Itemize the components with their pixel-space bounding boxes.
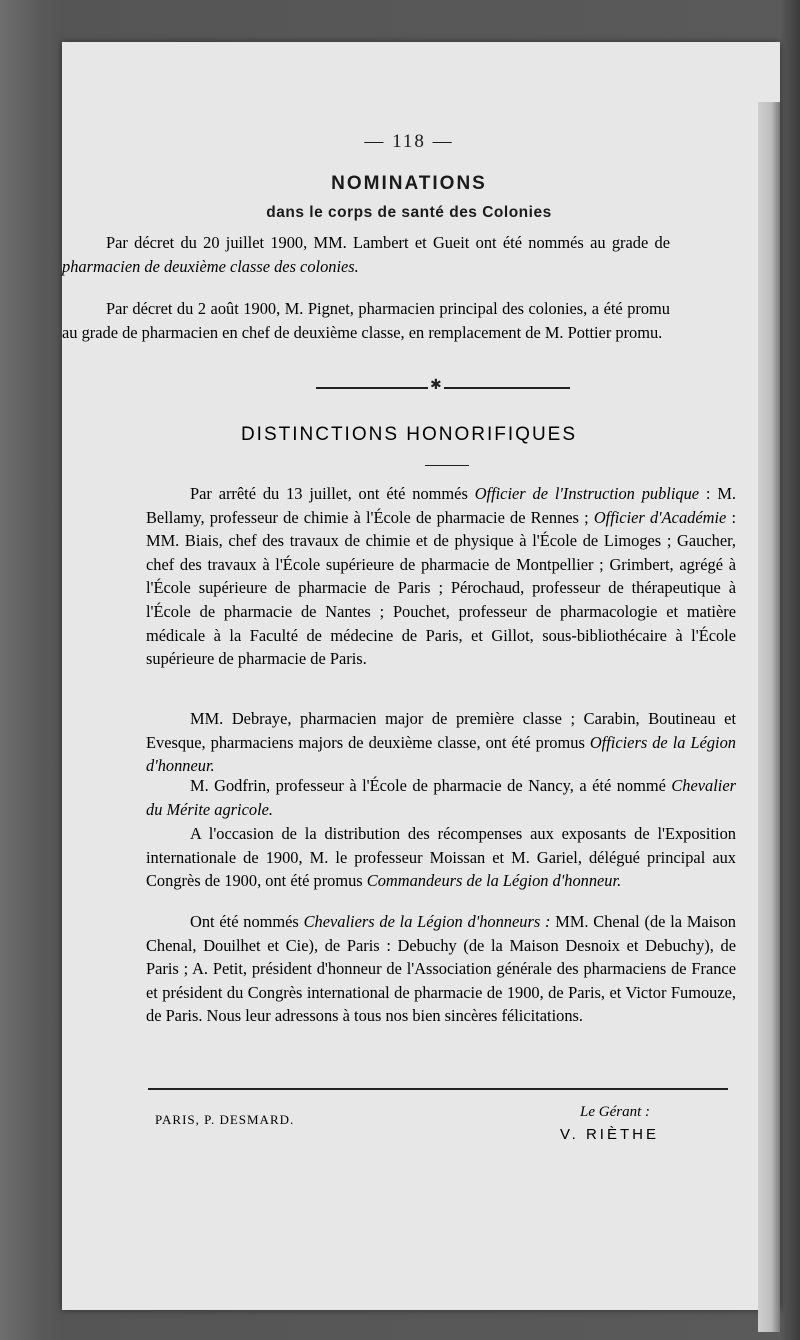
text-run: Ont été nommés: [190, 912, 304, 931]
text-run: M. Godfrin, professeur à l'École de pharmacie de Nancy, a été nommé: [190, 776, 672, 795]
paragraph-officiers: [146, 707, 736, 778]
italic-run: Chevaliers de la Légion d'honneurs :: [303, 912, 551, 931]
italic-run: Officiers de la Légion d'honneur.: [146, 732, 736, 776]
paragraph-instruction-publique: [146, 482, 736, 671]
gerant-label: Le Gérant :: [580, 1104, 650, 1120]
text-run: : M. Bellamy, professeur de chimie à l'École de pharmacie de Rennes ;: [146, 484, 736, 527]
text-run: MM. Chenal (de la Maison Chenal, Douilhet et Cie), de Paris : Debuchy (de la Maison Desnoix et Debuchy), de Paris ; A. Petit, président d'honneur de l'Association générale des pharmaciens de France et président du Congrès international de pharmacie de 1900, de Paris, et Victor Fumouze, de Paris. Nous leur adressons à tous nos bien sincères félicitations.: [146, 912, 737, 1026]
separator-ornament: ✱: [430, 378, 442, 393]
gerant-name: V. RIÈTHE: [560, 1126, 659, 1143]
paragraph-merite-agricole: [146, 774, 736, 821]
section-title-distinctions: DISTINCTIONS HONORIFIQUES: [240, 424, 578, 445]
text-run: Par décret du 20 juillet 1900, MM. Lambert et Gueit ont été nommés au grade de: [106, 233, 670, 252]
text-run: : MM. Biais, chef des travaux de chimie et de physique à l'École de Limoges ; Gaucher, chef des travaux à l'École supérieure de pharmacie de Montpellier ; Grimbert, agrégé à l'École supérieure de pharmacie de Paris ; Pérochaud, professeur de thérapeutique à l'École de pharmacie de Nantes ; Pouchet, professeur de pharmacologie et matière médicale à la Faculté de médecine de Paris, et Gillot, sous-bibliothécaire à l'École supérieure de pharmacie de Paris.: [146, 507, 736, 669]
italic-run: pharmacien de deuxième classe des colonies.: [62, 256, 359, 276]
paragraph-decree-july: [62, 231, 670, 278]
paragraph-chevaliers: [146, 910, 736, 1028]
section-subtitle: dans le corps de santé des Colonies: [266, 204, 552, 221]
section-title-nominations: NOMINATIONS: [331, 173, 487, 194]
italic-run: Officier d'Académie: [593, 507, 727, 527]
next-page-edge: [758, 102, 780, 1332]
footer-rule: [148, 1088, 728, 1090]
italic-run: Commandeurs de la Légion d'honneur.: [366, 871, 622, 891]
italic-run: Officier de l'Instruction publique: [474, 484, 700, 503]
title-underline: [425, 465, 469, 466]
paragraph-commandeurs: [146, 822, 736, 893]
page-number: — 118 —: [364, 131, 454, 152]
italic-run: Chevalier du Mérite agricole.: [146, 776, 736, 819]
text-run: Par arrêté du 13 juillet, ont été nommés: [190, 484, 475, 503]
text-run: MM. Debraye, pharmacien major de première classe ; Carabin, Boutineau et Evesque, pharmaciens majors de deuxième classe, ont été promus: [146, 709, 736, 752]
printer-imprint: PARIS, P. DESMARD.: [155, 1112, 295, 1127]
text-run: A l'occasion de la distribution des récompenses aux exposants de l'Exposition internationale de 1900, M. le professeur Moissan et M. Gariel, délégué principal aux Congrès de 1900, ont été promus: [146, 824, 736, 891]
paragraph-decree-august: Par décret du 2 août 1900, M. Pignet, pharmacien principal des colonies, a été promu au grade de pharmacien en chef de deuxième classe, en remplacement de M. Pottier promu.: [62, 299, 670, 342]
